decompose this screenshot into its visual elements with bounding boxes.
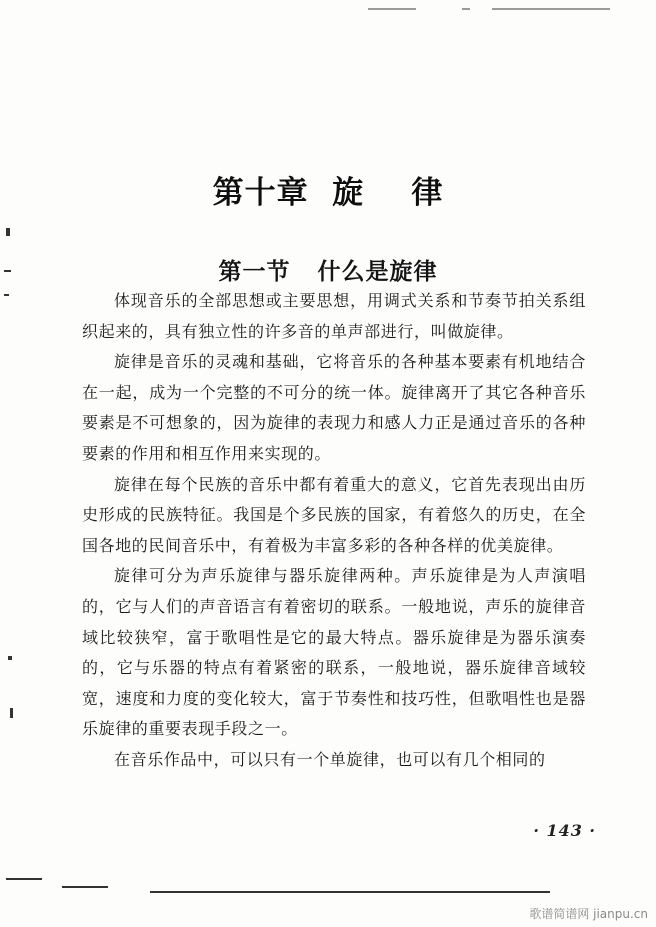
- top-rule-right: [492, 8, 610, 10]
- top-rule-left: [368, 8, 416, 10]
- margin-mark: [4, 294, 9, 296]
- watermark: 歌谱简谱网 jianpu.cn: [529, 907, 648, 921]
- top-rule-mid: [462, 8, 470, 10]
- paragraph: 旋律可分为声乐旋律与器乐旋律两种。声乐旋律是为人声演唱的，它与人们的声音语言有着密切的联系。一般地说，声乐的旋律音域比较狭窄，富于歌唱性是它的最大特点。器乐旋律是为器乐演奏的，它与乐器的特点有着紧密的联系，一般地说，器乐旋律音域较宽，速度和力度的变化较大，富于节奏性和技巧性，但歌唱性也是器乐旋律的重要表现手段之一。: [82, 566, 586, 739]
- page-number: · 143 ·: [533, 821, 596, 840]
- margin-mark: [6, 228, 10, 236]
- bottom-rule-mid: [62, 886, 108, 888]
- bottom-rule-long: [150, 891, 550, 893]
- margin-mark: [10, 708, 13, 718]
- paragraph: 在音乐作品中，可以只有一个单旋律，也可以有几个相同的: [114, 749, 546, 769]
- paragraph: 旋律在每个民族的音乐中都有着重大的意义，它首先表现出由历史形成的民族特征。我国是个多民族的国家，有着悠久的历史，在全国各地的民间音乐中，有着极为丰富多彩的各种各样的优美旋律。: [82, 474, 586, 555]
- paragraph: 体现音乐的全部思想或主要思想，用调式关系和节奏节拍关系组织起来的，具有独立性的许多音的单声部进行，叫做旋律。: [82, 291, 586, 341]
- margin-mark: [8, 656, 12, 660]
- chapter-title: 第十章 旋 律: [212, 174, 444, 211]
- paragraph: 旋律是音乐的灵魂和基础，它将音乐的各种基本要素有机地结合在一起，成为一个完整的不可分的统一体。旋律离开了其它各种音乐要素是不可想象的，因为旋律的表现力和感人力正是通过音乐的各种要素的作用和相互作用来实现的。: [82, 352, 586, 463]
- body-text: [82, 286, 586, 776]
- section-title: 第一节 什么是旋律: [218, 258, 438, 286]
- bottom-rule-left: [6, 878, 42, 880]
